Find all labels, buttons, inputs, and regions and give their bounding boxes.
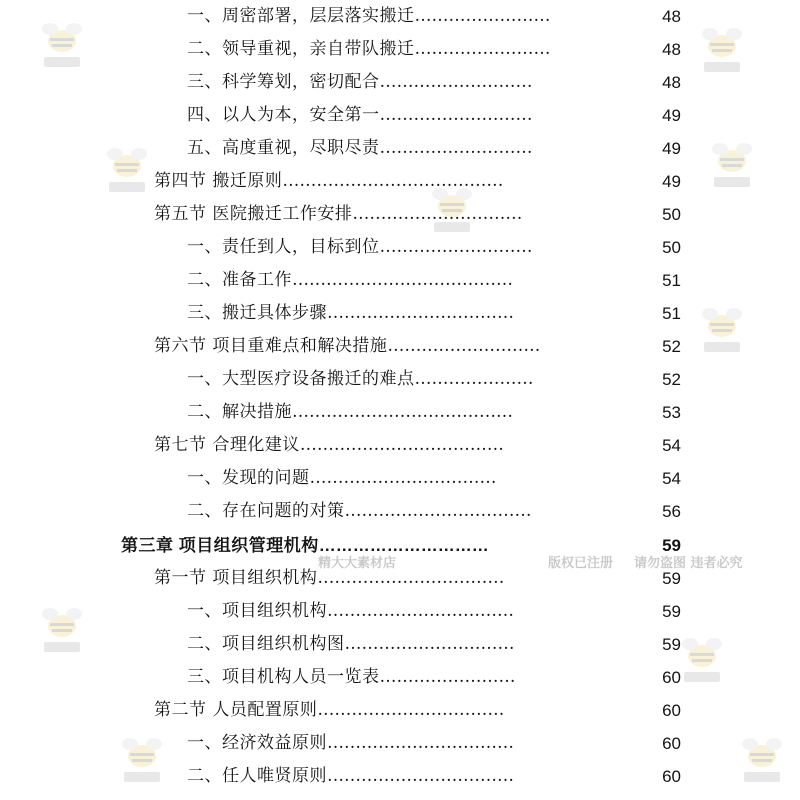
toc-entry[interactable] xyxy=(0,231,800,264)
toc-entry[interactable] xyxy=(0,396,800,429)
toc-entry-title: 二、存在问题的对策…………………………… xyxy=(187,501,532,521)
toc-page-number: 51 xyxy=(662,271,681,290)
toc-page-number: 48 xyxy=(662,7,681,26)
toc-page-number: 60 xyxy=(662,701,681,720)
toc-entry-title: 一、周密部署，层层落实搬迁…………………… xyxy=(187,6,551,26)
toc-entry-title: 第二节 人员配置原则…………………………… xyxy=(154,700,505,720)
toc-entry[interactable] xyxy=(0,165,800,198)
toc-entry[interactable] xyxy=(0,264,800,297)
toc-page-number: 60 xyxy=(662,668,681,687)
toc-page-number: 59 xyxy=(662,536,681,555)
toc-entry-title: 五、高度重视，尽职尽责……………………… xyxy=(187,138,533,158)
toc-chapter-entry[interactable] xyxy=(0,529,800,562)
toc-entry-title: 第一节 项目组织机构…………………………… xyxy=(154,568,505,588)
toc-entry[interactable] xyxy=(0,198,800,231)
toc-entry-title: 第三章 项目组织管理机构………………………… xyxy=(121,536,489,555)
toc-page-number: 54 xyxy=(662,436,681,455)
toc-entry[interactable] xyxy=(0,595,800,628)
toc-entry[interactable] xyxy=(0,462,800,495)
toc-entry-title: 二、解决措施………………………………… xyxy=(187,402,513,422)
toc-page-number: 60 xyxy=(662,767,681,786)
toc-entry-title: 一、项目组织机构…………………………… xyxy=(187,601,514,621)
toc-entry[interactable] xyxy=(0,297,800,330)
toc-entry[interactable] xyxy=(0,429,800,462)
toc-entry[interactable] xyxy=(0,562,800,595)
toc-page-number: 50 xyxy=(662,238,681,257)
toc-entry-title: 二、领导重视，亲自带队搬迁…………………… xyxy=(187,39,551,59)
toc-page-number: 59 xyxy=(662,602,681,621)
toc-entry-title: 一、发现的问题…………………………… xyxy=(187,468,497,488)
toc-page-number: 53 xyxy=(662,403,681,422)
toc-page-number: 51 xyxy=(662,304,681,323)
watermark-text: 请勿盗图 违者必究 xyxy=(634,556,743,571)
toc-entry[interactable] xyxy=(0,330,800,363)
toc-entry-title: 三、项目机构人员一览表…………………… xyxy=(187,667,516,687)
toc-entry-title: 二、任人唯贤原则…………………………… xyxy=(187,766,514,786)
toc-entry-title: 三、搬迁具体步骤…………………………… xyxy=(187,303,514,323)
toc-entry[interactable] xyxy=(0,694,800,727)
toc-page-number: 56 xyxy=(662,502,681,521)
toc-entry[interactable] xyxy=(0,628,800,661)
toc-page-number: 60 xyxy=(662,734,681,753)
toc-entry[interactable] xyxy=(0,99,800,132)
toc-entry[interactable] xyxy=(0,66,800,99)
toc-entry-title: 二、准备工作………………………………… xyxy=(187,270,513,290)
toc-page-number: 48 xyxy=(662,40,681,59)
toc-entry-title: 第六节 项目重难点和解决措施……………………… xyxy=(154,336,541,356)
toc-entry-title: 二、项目组织机构图………………………… xyxy=(187,634,515,654)
toc-entry[interactable] xyxy=(0,727,800,760)
toc-entry[interactable] xyxy=(0,661,800,694)
toc-entry[interactable] xyxy=(0,132,800,165)
toc-page-number: 49 xyxy=(662,172,681,191)
toc-page-number: 59 xyxy=(662,569,681,588)
toc-page-number: 48 xyxy=(662,73,681,92)
toc-entry[interactable] xyxy=(0,363,800,396)
toc-page-number: 49 xyxy=(662,139,681,158)
toc-entry[interactable] xyxy=(0,495,800,528)
toc-page-number: 59 xyxy=(662,635,681,654)
toc-entry[interactable] xyxy=(0,0,800,33)
toc-page-number: 50 xyxy=(662,205,681,224)
toc-page-number: 52 xyxy=(662,337,681,356)
toc-page-number: 54 xyxy=(662,469,681,488)
toc-entry[interactable] xyxy=(0,760,800,793)
toc-entry-title: 一、经济效益原则…………………………… xyxy=(187,733,514,753)
toc-entry[interactable] xyxy=(0,33,800,66)
toc-entry-title: 三、科学筹划，密切配合……………………… xyxy=(187,72,533,92)
toc-entry-title: 一、大型医疗设备搬迁的难点………………… xyxy=(187,369,534,389)
toc-entry-title: 第七节 合理化建议……………………………… xyxy=(154,435,504,455)
toc-page-number: 49 xyxy=(662,106,681,125)
toc-entry-title: 四、以人为本，安全第一……………………… xyxy=(187,105,533,125)
toc-entry-title: 一、责任到人，目标到位……………………… xyxy=(187,237,533,257)
toc-entry-title: 第四节 搬迁原则………………………………… xyxy=(154,171,504,191)
toc-entry-title: 第五节 医院搬迁工作安排………………………… xyxy=(154,204,523,224)
watermark-text: 版权已注册 xyxy=(548,556,614,571)
toc-page-number: 52 xyxy=(662,370,681,389)
watermark-text: 精大大素材店 xyxy=(318,556,397,571)
